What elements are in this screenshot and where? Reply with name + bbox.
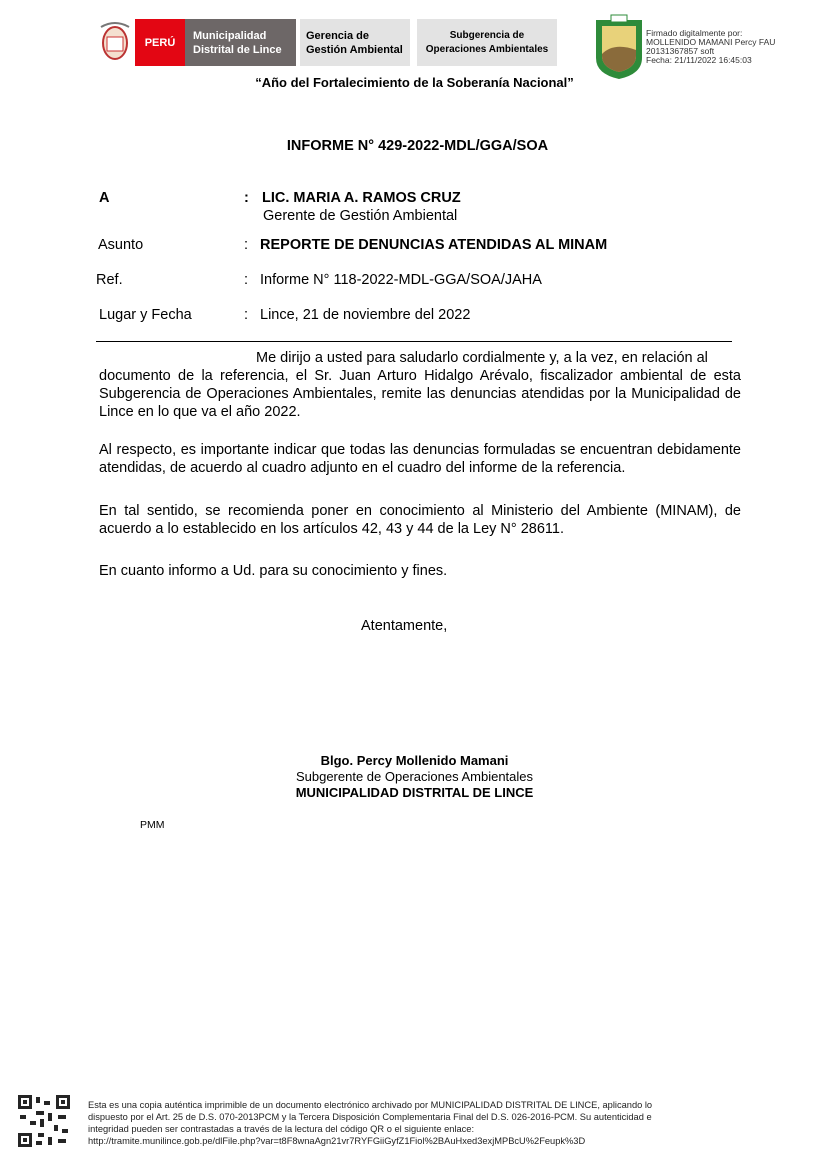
divider — [96, 341, 732, 342]
field-label-a: A — [99, 190, 110, 206]
peru-badge: PERÚ — [135, 19, 185, 66]
muni-line1: Municipalidad — [193, 29, 267, 42]
verification-link[interactable]: http://tramite.munilince.gob.pe/dlFile.php?var=t8F8wnaAgn21vr7RYFGiiGyfZ1Fiol%2BAuHxed3exjMPBcU%2Feupk%3D — [88, 1136, 586, 1146]
footer-line: integridad pueden ser contrastadas a través de la lectura del código QR o el siguiente enlace: — [88, 1124, 475, 1134]
closing: Atentamente, — [361, 618, 448, 634]
paragraph-1-first-line: Me dirijo a usted para saludarlo cordialmente y, a la vez, en relación al — [256, 350, 708, 366]
footer-line: dispuesto por el Art. 25 de D.S. 070-2013PCM y la Tercera Disposición Complementaria Final del D.S. 026-2016-PCM. Su autenticidad e — [88, 1112, 652, 1122]
field-label-place-date: Lugar y Fecha — [99, 307, 192, 323]
subgerencia-label — [417, 19, 557, 66]
signature-line: MOLLENIDO MAMANI Percy FAU — [646, 37, 776, 47]
paragraph-2: Al respecto, es importante indicar que todas las denuncias formuladas se encuentran debidamente atendidas, de acuerdo al cuadro adjunto en el cuadro del informe de la referencia. — [99, 442, 741, 476]
signer-role: Subgerente de Operaciones Ambientales — [295, 769, 534, 784]
field-sep: : — [244, 237, 249, 253]
gerencia-line2: Gestión Ambiental — [306, 43, 403, 56]
field-sep: : — [244, 190, 249, 206]
paragraph-3: En tal sentido, se recomienda poner en conocimiento al Ministerio del Ambiente (MINAM), de acuerdo a lo establecido en los artículos 42, 43 y 44 de la Ley N° 28611. — [99, 503, 741, 537]
field-label-asunto: Asunto — [98, 237, 144, 253]
place-date-value: Lince, 21 de noviembre del 2022 — [260, 307, 471, 323]
gerencia-label — [300, 19, 410, 66]
municipality-label — [185, 19, 296, 66]
recipient-name: LIC. MARIA A. RAMOS CRUZ — [262, 190, 461, 206]
subject-value: REPORTE DE DENUNCIAS ATENDIDAS AL MINAM — [260, 237, 608, 253]
ref-value: Informe N° 118-2022-MDL-GGA/SOA/JAHA — [260, 272, 542, 288]
recipient-title: Gerente de Gestión Ambiental — [263, 208, 458, 224]
lince-seal-icon — [594, 14, 644, 80]
field-sep: : — [244, 272, 249, 288]
gerencia-line1: Gerencia de — [306, 29, 369, 42]
paragraph-1-rest: documento de la referencia, el Sr. Juan Arturo Hidalgo Arévalo, fiscalizador ambiental de esta Subgerencia de Operaciones Ambientales, remite las denuncias atendidas por la Municipalidad de Lince en lo que va el año 2022. — [99, 368, 741, 420]
initials: PMM — [140, 819, 165, 831]
signature-block — [0, 753, 829, 801]
muni-line2: Distrital de Lince — [193, 43, 282, 56]
field-label-ref: Ref. — [96, 272, 123, 288]
year-motto: “Año del Fortalecimiento de la Soberanía Nacional” — [255, 75, 574, 90]
sub-line1: Subgerencia de — [449, 29, 525, 41]
footer-notice — [88, 1099, 788, 1147]
peru-coat-of-arms-icon — [97, 19, 133, 65]
signer-org: MUNICIPALIDAD DISTRITAL DE LINCE — [295, 785, 534, 800]
qr-code-icon — [18, 1095, 70, 1147]
document-title: INFORME N° 429-2022-MDL/GGA/SOA — [286, 138, 549, 154]
footer-line: Esta es una copia auténtica imprimible de un documento electrónico archivado por MUNICIPALIDAD DISTRITAL DE LINCE, aplicando lo — [88, 1100, 653, 1110]
sub-line2: Operaciones Ambientales — [425, 43, 549, 55]
field-sep: : — [244, 307, 249, 323]
paragraph-4: En cuanto informo a Ud. para su conocimiento y fines. — [99, 563, 448, 579]
paragraph-1 — [99, 349, 741, 421]
signature-line: Fecha: 21/11/2022 16:45:03 — [646, 55, 752, 65]
signature-line: Firmado digitalmente por: — [646, 28, 743, 38]
signature-line: 20131367857 soft — [646, 46, 715, 56]
signer-name: Blgo. Percy Mollenido Mamani — [320, 753, 509, 768]
digital-signature-stamp — [646, 29, 775, 65]
